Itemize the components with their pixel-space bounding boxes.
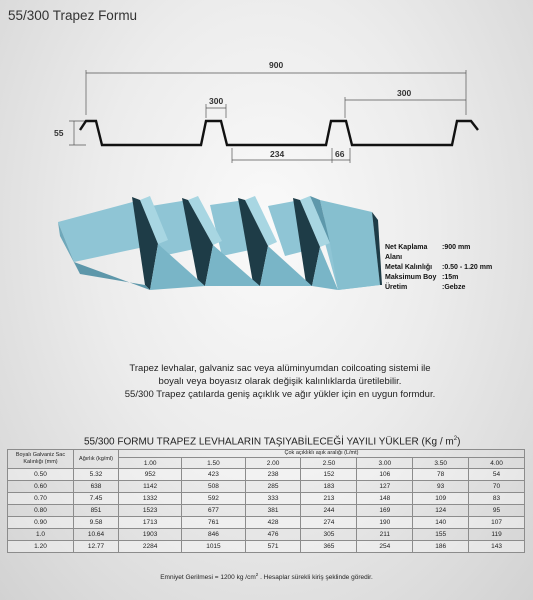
table-row xyxy=(8,505,525,517)
spec-value: :900 mm xyxy=(442,244,471,251)
span-column-header: 4.00 xyxy=(469,458,525,469)
product-description xyxy=(80,362,480,401)
thickness-cell: 1.0 xyxy=(8,529,74,541)
load-cell: 2284 xyxy=(119,541,182,553)
load-cell: 423 xyxy=(182,469,245,481)
spec-row xyxy=(385,243,492,263)
thickness-header: Boyalı Galvaniz Sac Kalınlığı (mm) xyxy=(8,450,74,469)
weight-cell: 12.77 xyxy=(74,541,119,553)
spec-label: Maksimum Boy xyxy=(385,274,437,281)
table-row xyxy=(8,517,525,529)
load-cell: 592 xyxy=(182,493,245,505)
load-cell: 952 xyxy=(119,469,182,481)
load-cell: 119 xyxy=(469,529,525,541)
load-cell: 1523 xyxy=(119,505,182,517)
load-cell: 305 xyxy=(301,529,357,541)
load-cell: 1015 xyxy=(182,541,245,553)
load-cell: 238 xyxy=(245,469,301,481)
load-cell: 254 xyxy=(357,541,413,553)
load-cell: 106 xyxy=(357,469,413,481)
load-cell: 1903 xyxy=(119,529,182,541)
load-cell: 152 xyxy=(301,469,357,481)
spec-row xyxy=(385,283,492,293)
load-cell: 1142 xyxy=(119,481,182,493)
weight-cell: 851 xyxy=(74,505,119,517)
description-line: Trapez levhalar, galvaniz sac veya alüminyumdan coilcoating sistemi ile xyxy=(129,363,431,374)
load-cell: 155 xyxy=(413,529,469,541)
load-cell: 109 xyxy=(413,493,469,505)
dim-bottom-width: 234 xyxy=(270,149,285,159)
load-cell: 95 xyxy=(469,505,525,517)
load-cell: 428 xyxy=(245,517,301,529)
weight-cell: 7.45 xyxy=(74,493,119,505)
span-column-header: 1.50 xyxy=(182,458,245,469)
load-cell: 124 xyxy=(413,505,469,517)
table-title: 55/300 FORMU TRAPEZ LEVHALARIN TAŞIYABİLECEĞİ YAYILI YÜKLER $(Kg / m^2)$ xyxy=(84,436,461,448)
load-cell: 183 xyxy=(301,481,357,493)
load-cell: 508 xyxy=(182,481,245,493)
spec-value: :15m xyxy=(442,274,459,281)
span-column-header: 3.50 xyxy=(413,458,469,469)
spec-value: :Gebze xyxy=(442,284,466,291)
span-header: Çok açıklıklı aşık aralığı (L/mt) xyxy=(119,450,525,458)
thickness-cell: 0.90 xyxy=(8,517,74,529)
load-cell: 54 xyxy=(469,469,525,481)
spec-label: Net Kaplama Alanı xyxy=(385,244,428,261)
load-cell: 285 xyxy=(245,481,301,493)
load-cell: 1332 xyxy=(119,493,182,505)
thickness-cell: 0.80 xyxy=(8,505,74,517)
load-cell: 846 xyxy=(182,529,245,541)
table-row xyxy=(8,481,525,493)
dim-total-width: 900 xyxy=(269,60,284,70)
weight-cell: 9.58 xyxy=(74,517,119,529)
load-cell: 127 xyxy=(357,481,413,493)
dim-flange: 66 xyxy=(335,149,345,159)
load-cell: 169 xyxy=(357,505,413,517)
spec-label: Üretim xyxy=(385,284,408,291)
weight-cell: 5.32 xyxy=(74,469,119,481)
load-cell: 78 xyxy=(413,469,469,481)
load-cell: 761 xyxy=(182,517,245,529)
load-cell: 1713 xyxy=(119,517,182,529)
spec-label: Metal Kalınlığı xyxy=(385,264,433,271)
span-column-header: 3.00 xyxy=(357,458,413,469)
load-cell: 365 xyxy=(301,541,357,553)
weight-header: Ağırlık (kg/ml) xyxy=(74,450,119,469)
table-row xyxy=(8,493,525,505)
load-cell: 143 xyxy=(469,541,525,553)
thickness-cell: 0.60 xyxy=(8,481,74,493)
load-cell: 244 xyxy=(301,505,357,517)
load-cell: 211 xyxy=(357,529,413,541)
load-cell: 93 xyxy=(413,481,469,493)
dim-height: 55 xyxy=(54,128,64,138)
table-row xyxy=(8,529,525,541)
load-cell: 381 xyxy=(245,505,301,517)
load-cell: 186 xyxy=(413,541,469,553)
thickness-cell: 0.70 xyxy=(8,493,74,505)
description-line: boyalı veya boyasız olarak değişik kalınlıklarda üretilebilir. xyxy=(158,376,402,387)
load-cell: 213 xyxy=(301,493,357,505)
spec-list xyxy=(385,243,492,293)
weight-cell: 10.64 xyxy=(74,529,119,541)
dim-pitch-top: 300 xyxy=(209,96,224,106)
load-cell: 274 xyxy=(301,517,357,529)
page-title: 55/300 Trapez Formu xyxy=(8,8,138,23)
table-row xyxy=(8,469,525,481)
load-cell: 107 xyxy=(469,517,525,529)
load-cell: 476 xyxy=(245,529,301,541)
spec-row xyxy=(385,263,492,273)
load-cell: 190 xyxy=(357,517,413,529)
load-cell: 140 xyxy=(413,517,469,529)
load-cell: 70 xyxy=(469,481,525,493)
load-table xyxy=(7,449,525,553)
span-column-header: 1.00 xyxy=(119,458,182,469)
weight-cell: 638 xyxy=(74,481,119,493)
span-column-header: 2.50 xyxy=(301,458,357,469)
footer-note: Emniyet Gerilmesi = 1200 kg $/cm^2$ . Hesaplar sürekli kiriş şeklinde göredir. xyxy=(160,572,373,582)
load-cell: 148 xyxy=(357,493,413,505)
thickness-cell: 1.20 xyxy=(8,541,74,553)
load-cell: 83 xyxy=(469,493,525,505)
load-cell: 333 xyxy=(245,493,301,505)
spec-value: :0.50 - 1.20 mm xyxy=(442,264,493,271)
load-cell: 571 xyxy=(245,541,301,553)
load-cell: 677 xyxy=(182,505,245,517)
span-column-header: 2.00 xyxy=(245,458,301,469)
spec-row xyxy=(385,273,492,283)
table-row xyxy=(8,541,525,553)
dim-pitch-right: 300 xyxy=(397,88,412,98)
description-line: 55/300 Trapez çatılarda geniş açıklık ve ağır yükler için en uygun formdur. xyxy=(124,389,436,400)
thickness-cell: 0.50 xyxy=(8,469,74,481)
